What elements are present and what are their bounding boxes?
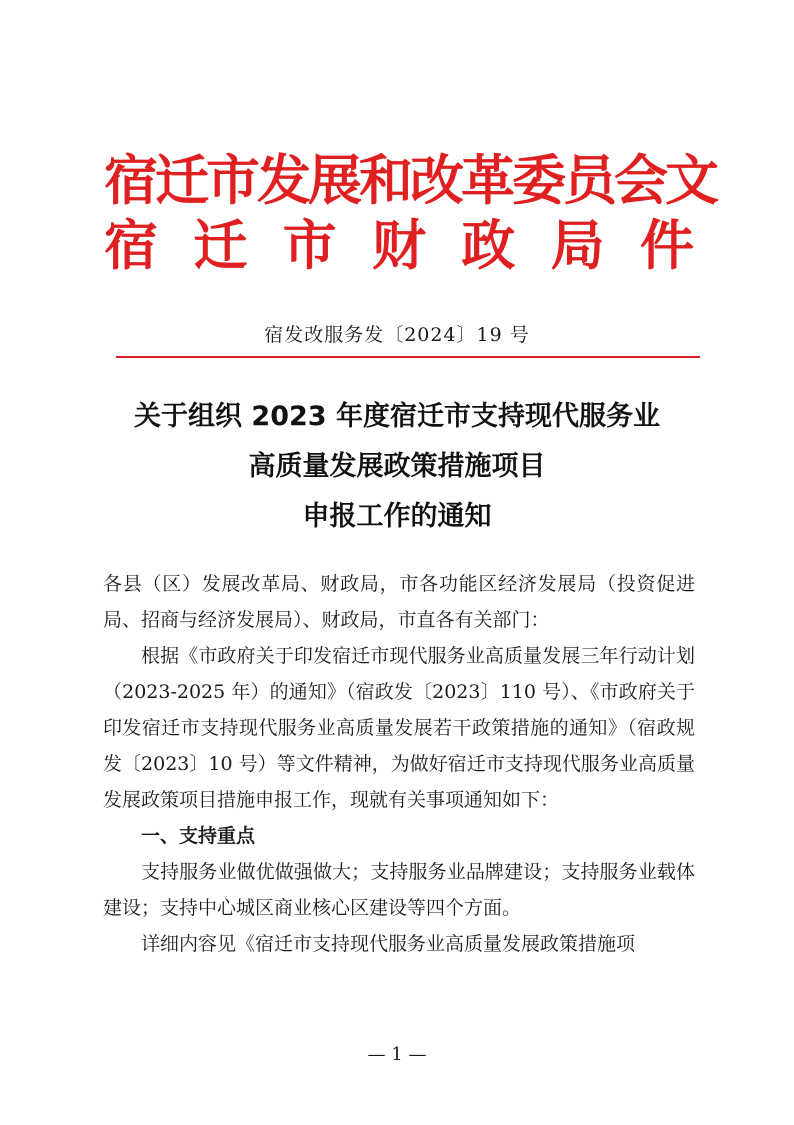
letterhead-char: 局	[550, 214, 605, 277]
letterhead-char: 件	[639, 214, 694, 277]
letterhead-line-2	[104, 210, 694, 282]
letterhead-char: 市	[282, 214, 337, 277]
body-paragraph-1: 根据《市政府关于印发宿迁市现代服务业高质量发展三年行动计划（2023-2025 年）的通知》（宿政发〔2023〕110 号）、《市政府关于印发宿迁市支持现代服务业高质量发展若干政策措施的通知》（宿政规发〔2023〕10 号）等文件精神，为做好宿迁市支持现代服务业高质量发展政策项目措施申报工作，现就有关事项通知如下：	[103, 645, 695, 811]
title-line-2: 高质量发展政策措施项目	[248, 451, 546, 482]
letterhead-suffix: 文	[665, 149, 719, 212]
title-line-1: 关于组织 2023 年度宿迁市支持现代服务业	[134, 401, 660, 432]
letterhead-char: 迁	[193, 214, 248, 277]
page-number: — 1 —	[367, 1044, 427, 1065]
document-body	[103, 566, 695, 962]
title-line-3: 申报工作的通知	[302, 501, 492, 532]
letterhead-line-1	[104, 146, 719, 216]
section-1-paragraph: 支持服务业做优做强做大；支持服务业品牌建设；支持服务业载体建设；支持中心城区商业核心区建设等四个方面。	[103, 861, 695, 919]
letterhead-char: 财	[371, 214, 426, 277]
red-divider-line	[116, 356, 700, 358]
document-number: 宿发改服务发〔2024〕19 号	[264, 324, 530, 346]
letterhead-char: 政	[461, 214, 516, 277]
addressee: 各县（区）发展改革局、财政局，市各功能区经济发展局（投资促进局、招商与经济发展局）、财政局，市直各有关部门：	[103, 573, 695, 631]
section-heading-1: 一、支持重点	[141, 825, 256, 847]
letterhead-org-name: 宿迁市发展和改革委员会	[104, 149, 665, 212]
section-1-detail: 详细内容见《宿迁市支持现代服务业高质量发展政策措施项	[141, 933, 636, 955]
letterhead-char: 宿	[104, 214, 158, 277]
